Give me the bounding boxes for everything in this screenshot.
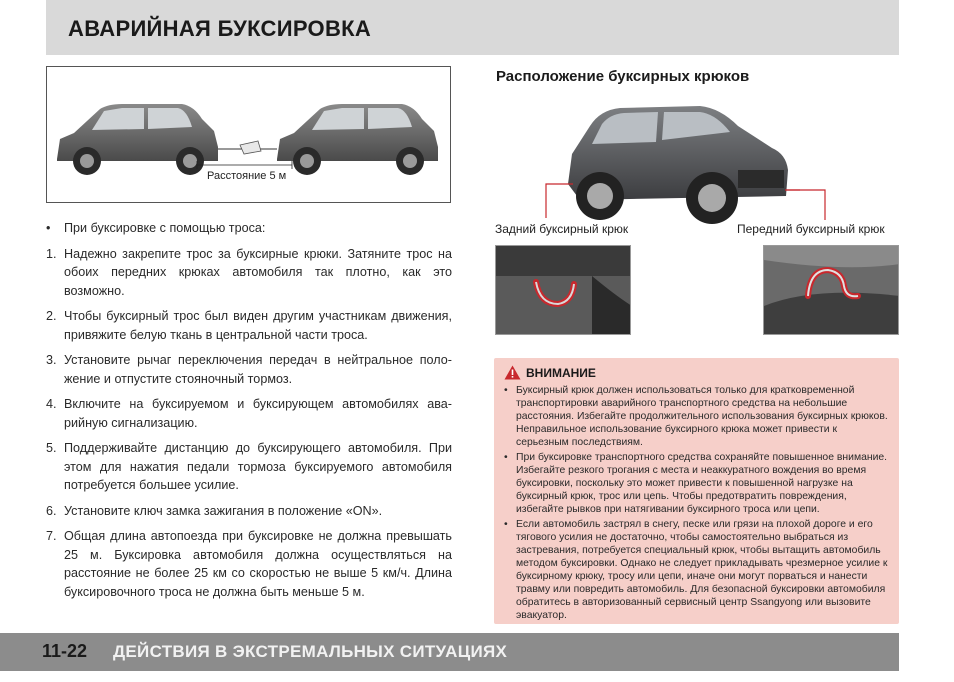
warning-title: ВНИМАНИЕ <box>526 365 596 380</box>
list-text: Поддерживайте дистанцию до буксирующего автомобиля. При этом для нажатия педали тормоза буксируемого автомобиля потребуется большее усилие. <box>64 441 452 492</box>
page-footer <box>0 633 899 671</box>
warning-text: При буксировке транспортного средства сохраняйте повышенное внимание. Избегайте резкого трогания с места и неаккуратного вождения во время буксировки, поскольку это может привести к повышенной нагрузке на буксирный крюк, трос или цепь. Чтобы предотвратить повреждения, избегайте рывков при натягивании буксирного троса или цепи. <box>516 452 888 515</box>
section-title: Расположение буксирных крюков <box>496 68 750 85</box>
list-item <box>46 395 452 432</box>
list-marker: 3. <box>46 353 57 367</box>
list-text: Включите на буксируемом и буксирующем автомобилях аварийную сигнализацию. <box>64 397 452 430</box>
front-hook-photo <box>763 245 899 335</box>
rear-hook-label: Задний буксирный крюк <box>495 222 629 236</box>
list-text: При буксировке с помощью троса: <box>64 221 266 235</box>
list-marker: 4. <box>46 397 57 411</box>
list-item <box>46 527 452 601</box>
list-item: • Если автомобиль застрял в снегу, песке или грязи на плохой дороге и его тягового усилия не достаточно, чтобы самостоятельно выбраться из застревания, потребуется специальный крюк, чтобы вытащить автомобиль методом буксировки. Однако не следует прикладывать чрезмерное усилие к буксирному крюку, тросу или цепи, иначе они могут порваться и нанести травму или повредить автомобиль. Для безопасной буксировки автомобиля обратитесь в авторизованный сервисный центр Ssangyong или вызовите эвакуатор. <box>504 518 892 622</box>
list-item: • При буксировке транспортного средства сохраняйте повышенное внимание. Избегайте резкого трогания с места и неаккуратного вождения во время буксировки, поскольку это может привести к повышенной нагрузке на буксирный крюк, трос или цепь. Чтобы предотвратить повреждения, избегайте рывков при натягивании буксирного троса или цепи. <box>504 451 892 516</box>
warning-text: Буксирный крюк должен использоваться только для кратковременной транспортировки аварийного транспортного средства на небольшие расстояния. Избегайте продолжительного использования буксирных крюков. Неправильное использование буксирного крюка может привести к серьезным последствиям. <box>516 385 888 448</box>
list-text: Надежно закрепите трос за буксирные крюки. Затяните трос на обоих передних крюках автомобиля так плотно, как это возможно. <box>64 246 452 298</box>
list-marker: • <box>46 221 51 235</box>
list-item <box>46 307 452 344</box>
towing-car <box>277 104 438 175</box>
list-item <box>46 219 452 238</box>
towing-distance-figure <box>46 66 451 203</box>
towed-car <box>57 104 218 175</box>
warning-text: Если автомобиль застрял в снегу, песке или грязи на плохой дороге и его тягового усилия не достаточно, чтобы самостоятельно выбраться из застревания, потребуется специальный крюк, чтобы вытащить автомобиль методом буксировки. Однако не следует прикладывать чрезмерное усилие к буксирному крюку, тросу или цепи, иначе они могут порваться и нанести травму или повредить автомобиль. Для безопасной буксировки автомобиля обратитесь в авторизованный сервисный центр Ssangyong или вызовите эвакуатор. <box>516 519 888 621</box>
section-name: ДЕЙСТВИЯ В ЭКСТРЕМАЛЬНЫХ СИТУАЦИЯХ <box>113 642 508 661</box>
page-header <box>46 0 899 55</box>
page-title: АВАРИЙНАЯ БУКСИРОВКА <box>68 16 372 41</box>
warning-header <box>504 365 596 380</box>
list-item: • Буксирный крюк должен использоваться только для кратковременной транспортировки аварийного транспортного средства на небольшие расстояния. Избегайте продолжительного использования буксирных крюков. Неправильное использование буксирного крюка может привести к серьезным последствиям. <box>504 384 892 449</box>
warning-box <box>494 358 899 624</box>
list-item <box>46 439 452 495</box>
list-item <box>46 245 452 301</box>
list-marker: 5. <box>46 441 57 455</box>
front-hook-callout <box>785 188 835 222</box>
distance-label: Расстояние 5 м <box>207 170 287 182</box>
warning-list <box>504 384 892 624</box>
front-hook-label: Передний буксирный крюк <box>737 222 885 236</box>
instruction-list <box>46 219 452 608</box>
car-hook-illustration <box>540 96 800 226</box>
list-text: Установите ключ замка зажигания в положение «ON». <box>64 503 383 518</box>
list-marker: 1. <box>46 246 57 261</box>
list-text: Установите рычаг переключения передач в нейтральное положение и отпустите стояночный тормоз. <box>64 353 452 386</box>
list-marker: 6. <box>46 503 57 518</box>
warning-icon <box>504 365 521 380</box>
towing-cars-illustration <box>47 67 452 204</box>
list-marker: 2. <box>46 309 57 323</box>
list-marker: 7. <box>46 529 57 543</box>
page-number: 11-22 <box>42 641 88 661</box>
list-text: Чтобы буксирный трос был виден другим участникам движения, привяжите белую ткань в центральной части троса. <box>64 309 452 342</box>
list-item <box>46 502 452 521</box>
rear-hook-photo <box>495 245 631 335</box>
white-cloth <box>240 141 261 154</box>
list-item <box>46 351 452 388</box>
list-text: Общая длина автопоезда при буксировке не должна превышать 25 м. Буксировка автомобиля должна осуществляться на расстояние не более 25 км со скоростью не выше 5 км/ч. Длина буксировочного троса не должна быть меньше 5 м. <box>64 529 452 599</box>
